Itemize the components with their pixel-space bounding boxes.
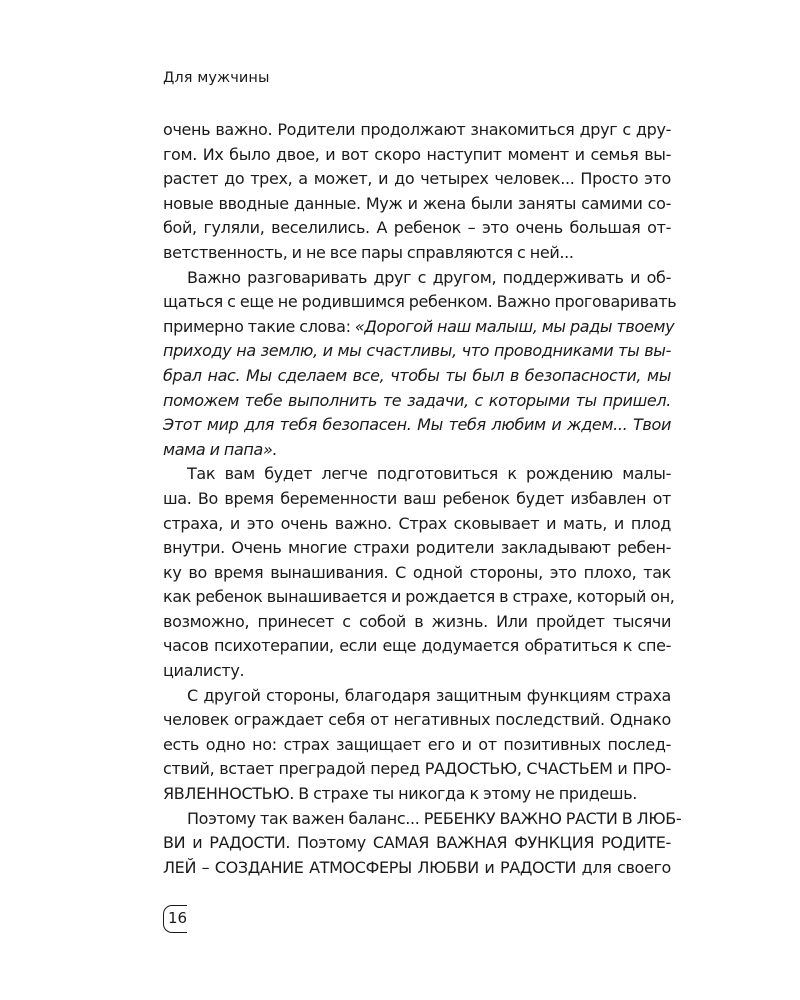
text-line: [163, 167, 671, 192]
text-line: [163, 708, 671, 733]
text-segment: ЯВЛЕННОСТЬЮ. В страхе ты никогда к этому не придешь.: [163, 784, 638, 804]
text-segment: гом. Их было двое, и вот скоро наступит момент и семья вы-: [163, 144, 671, 164]
text-line: [163, 438, 671, 463]
text-segment: возможно, принесет с собой в жизнь. Или пройдет тысячи: [163, 611, 671, 631]
text-line: [163, 733, 671, 758]
text-line: [163, 462, 671, 487]
text-line: [163, 290, 677, 315]
text-line: [163, 757, 671, 782]
text-line: [163, 118, 671, 143]
text-line: [163, 561, 671, 586]
text-segment: бой, гуляли, веселились. А ребенок – это очень большая от-: [163, 218, 671, 238]
text-segment: человек ограждает себя от негативных последствий. Однако: [163, 710, 671, 730]
text-segment: С другой стороны, благодаря защитным функциям страха: [187, 685, 671, 705]
text-segment: растет до трех, а может, и до четырех человек... Просто это: [163, 169, 671, 189]
text-segment: как ребенок вынашивается и рождается в страхе, который он,: [163, 587, 675, 607]
text-line: [163, 659, 671, 684]
text-line: [163, 413, 671, 438]
italic-text-segment: Этот мир для тебя безопасен. Мы тебя любим и ждем... Твои: [163, 415, 671, 435]
text-line: [163, 266, 671, 291]
text-segment: примерно такие слова:: [163, 316, 355, 336]
italic-text-segment: поможем тебе выполнить те задачи, с которыми ты пришел.: [163, 390, 671, 410]
text-segment: Так вам будет легче подготовиться к рождению малы-: [187, 464, 671, 484]
text-line: [163, 856, 671, 881]
text-segment: есть одно но: страх защищает его и от позитивных послед-: [163, 734, 671, 754]
text-line: [163, 216, 671, 241]
text-segment: Важно разговаривать друг с другом, поддерживать и об-: [187, 267, 671, 287]
italic-text-segment: брал нас. Мы сделаем все, чтобы ты был в безопасности, мы: [163, 365, 671, 385]
text-segment: ку во время вынашивания. С одной стороны, это плохо, так: [163, 562, 671, 582]
text-segment: часов психотерапии, если еще додумается обратиться к спе-: [163, 636, 671, 656]
text-segment: страха, и это очень важно. Страх сковывает и мать, и плод: [163, 513, 671, 533]
text-segment: циалисту.: [163, 661, 245, 681]
text-line: [163, 634, 671, 659]
text-segment: ша. Во время беременности ваш ребенок будет избавлен от: [163, 488, 671, 508]
italic-text-segment: «Дорогой наш малыш, мы рады твоему: [354, 316, 675, 336]
text-segment: очень важно. Родители продолжают знакомиться друг с дру-: [163, 120, 671, 139]
text-line: [163, 610, 671, 635]
page-number: 16: [163, 905, 187, 933]
text-line: [163, 339, 671, 364]
text-line: [163, 512, 671, 537]
text-segment: новые вводные данные. Муж и жена были заняты самими со-: [163, 193, 671, 213]
body-text: [163, 118, 682, 880]
text-segment: щаться с еще не родившимся ребенком. Важно проговаривать: [163, 292, 677, 312]
text-segment: ствий, встает преградой перед РАДОСТЬЮ, СЧАСТЬЕМ и ПРО-: [163, 759, 671, 779]
text-line: [163, 831, 671, 856]
text-line: [163, 487, 671, 512]
text-line: [163, 364, 671, 389]
text-line: [163, 536, 671, 561]
text-line: [163, 782, 671, 807]
text-segment: ветственность, и не все пары справляются с ней...: [163, 242, 574, 262]
text-line: [163, 143, 671, 168]
text-segment: ЛЕЙ – СОЗДАНИЕ АТМОСФЕРЫ ЛЮБВИ и РАДОСТИ для своего: [163, 857, 671, 877]
running-head: Для мужчины: [163, 70, 270, 86]
text-segment: внутри. Очень многие страхи родители закладывают ребен-: [163, 538, 671, 558]
text-line: [163, 315, 675, 340]
text-segment: ВИ и РАДОСТИ. Поэтому САМАЯ ВАЖНАЯ ФУНКЦИЯ РОДИТЕ-: [163, 833, 671, 853]
text-line: [163, 684, 671, 709]
text-line: [163, 241, 671, 266]
italic-text-segment: мама и папа».: [163, 439, 278, 459]
text-line: [163, 389, 671, 414]
text-line: [163, 585, 675, 610]
italic-text-segment: приходу на землю, и мы счастливы, что проводниками ты вы-: [163, 341, 671, 361]
text-line: [163, 807, 682, 832]
text-segment: Поэтому так важен баланс... РЕБЕНКУ ВАЖНО РАСТИ В ЛЮБ-: [187, 808, 682, 828]
text-line: [163, 192, 671, 217]
